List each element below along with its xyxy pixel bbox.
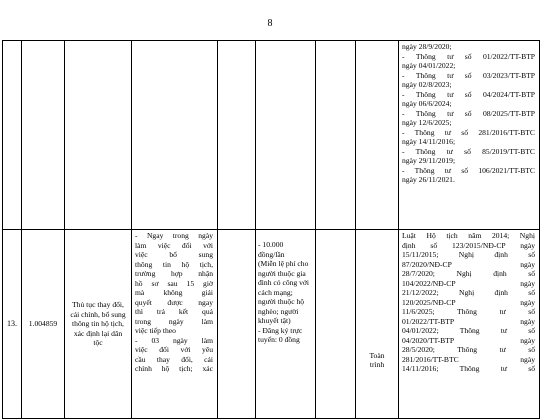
legal-line: Luật Hộ tịch năm 2014; Nghị [402, 231, 535, 240]
legal-line: ngày 04/01/2022; [402, 61, 456, 70]
legal-line: - Thông tư số 08/2025/TT-BTP [402, 108, 535, 118]
legal-line: ngày 06/6/2024; [402, 99, 452, 108]
legal-line: 28/7/2020; Nghị định số [402, 269, 535, 278]
table-row-previous [3, 41, 540, 230]
cell-empty-2 [316, 230, 356, 419]
cell-stt: 13. [3, 230, 22, 419]
fee-line: đồng/lần [258, 249, 285, 259]
legal-line: ngày 12/6/2025; [402, 118, 452, 127]
procedure-table [2, 40, 540, 419]
legal-line: ngày 26/11/2021. [402, 175, 455, 184]
legal-line: 01/2022/TT-BTP ngày [402, 316, 535, 326]
cell-procedure-name [65, 230, 132, 419]
legal-line: - Thông tư số 85/2019/TT-BTC [402, 146, 535, 156]
legal-line: ngày 14/11/2016; [402, 137, 456, 146]
fee-line: người thuộc gia [258, 268, 306, 278]
processing-time-line: thì trả kết quả [135, 307, 213, 316]
processing-time-line: - Ngay trong ngày [135, 231, 213, 240]
procedure-name-line: xác định lại dân [73, 328, 123, 338]
cell-stt-prev [3, 41, 22, 230]
processing-time-text [132, 230, 217, 374]
legal-line: 15/11/2015; Nghị định số [402, 250, 535, 259]
cell-processing-time [132, 230, 218, 419]
legal-line: 281/2016/TT-BTC ngày [402, 354, 535, 364]
fee-line: đình có công với [258, 278, 310, 287]
fee-line: nghèo; người [258, 306, 299, 316]
cell-fee [256, 230, 316, 419]
cell-legal-prev [399, 41, 540, 230]
processing-time-line: việc bổ sung [135, 250, 213, 259]
legal-line: - Thông tư số 03/2023/TT-BTP [402, 70, 535, 80]
legal-line: định số 123/2015/NĐ-CP ngày [402, 240, 535, 250]
cell-legal-basis [399, 230, 540, 419]
fee-line: người thuộc hộ [258, 297, 305, 306]
legal-line: ngày 02/8/2023; [402, 80, 452, 89]
procedure-name-line: tộc [93, 338, 103, 348]
table-row-13 [3, 230, 540, 419]
cell-extra-prev [356, 41, 399, 230]
processing-time-line: việc đối với yêu [135, 345, 213, 354]
cell-name-prev [65, 41, 132, 230]
procedure-name-line: cải chính, bổ sung [70, 309, 126, 319]
processing-time-line: hồ sơ sau 15 giờ [135, 278, 213, 288]
processing-time-line: mà không giải [135, 288, 213, 297]
procedure-name-line: Thủ tục thay đổi, [72, 300, 124, 310]
processing-time-line: việc tiếp theo [135, 326, 176, 335]
legal-line: - Thông tư số 04/2024/TT-BTP [402, 89, 535, 99]
processing-time-line: - 03 ngày làm [135, 335, 213, 345]
procedure-name-line: thông tin hộ tịch, [72, 319, 124, 329]
processing-time-line: quyết được ngay [135, 297, 213, 307]
processing-time-line: trường hợp nhận [135, 269, 213, 278]
cell-place [356, 230, 399, 419]
legal-basis-text [399, 230, 539, 374]
legal-basis-list-prev [399, 41, 539, 185]
cell-code: 1.004859 [22, 230, 65, 419]
cell-empty-prev [218, 41, 256, 230]
cell-place-prev [316, 41, 356, 230]
fee-line: - 10.000 [258, 240, 284, 249]
processing-time-line: chính hộ tịch; xác [135, 364, 213, 373]
legal-line: 120/2025/NĐ-CP ngày [402, 297, 535, 307]
legal-line: 87/2020/NĐ-CP ngày [402, 259, 535, 269]
page-number: 8 [267, 18, 273, 29]
legal-line: 11/6/2025; Thông tư số [402, 307, 535, 316]
legal-line: ngày 28/9/2020; [402, 42, 452, 51]
processing-time-line: trong ngày làm [135, 316, 213, 326]
legal-line: 14/11/2016; Thông tư số [402, 364, 535, 373]
processing-time-line: thông tin hộ tịch, [135, 259, 213, 269]
place-text [356, 289, 398, 370]
cell-empty [218, 230, 256, 419]
legal-line: - Thông tư số 106/2021/TT-BTC [402, 165, 535, 175]
cell-fee-prev [256, 41, 316, 230]
fee-text [256, 230, 315, 345]
fee-line: - Đăng ký trực [258, 325, 303, 335]
legal-line: 28/5/2020; Thông tư số [402, 345, 535, 354]
fee-line: tuyến: 0 đồng [258, 335, 300, 344]
processing-time-line: làm việc đối với [135, 240, 213, 250]
legal-line: - Thông tư số 281/2016/TT-BTC [402, 127, 535, 137]
fee-line: cách mạng; [258, 287, 293, 297]
legal-line: ngày 29/11/2019; [402, 156, 456, 165]
fee-line: (Miễn lệ phí cho [258, 259, 309, 268]
place-line: trình [369, 360, 385, 369]
legal-line: 21/12/2022; Nghị định số [402, 288, 535, 297]
legal-line: 04/2020/TT-BTP ngày [402, 335, 535, 345]
legal-line: 04/01/2022; Thông tư số [402, 326, 535, 335]
place-line: Toàn [369, 350, 385, 360]
fee-line: khuyết tật) [258, 316, 291, 325]
cell-time-prev [132, 41, 218, 230]
procedure-name-text [65, 300, 131, 348]
processing-time-line: cầu thay đổi, cải [135, 354, 213, 364]
legal-line: - Thông tư số 01/2022/TT-BTP [402, 51, 535, 61]
legal-line: 104/2022/NĐ-CP ngày [402, 278, 535, 288]
cell-code-prev [22, 41, 65, 230]
